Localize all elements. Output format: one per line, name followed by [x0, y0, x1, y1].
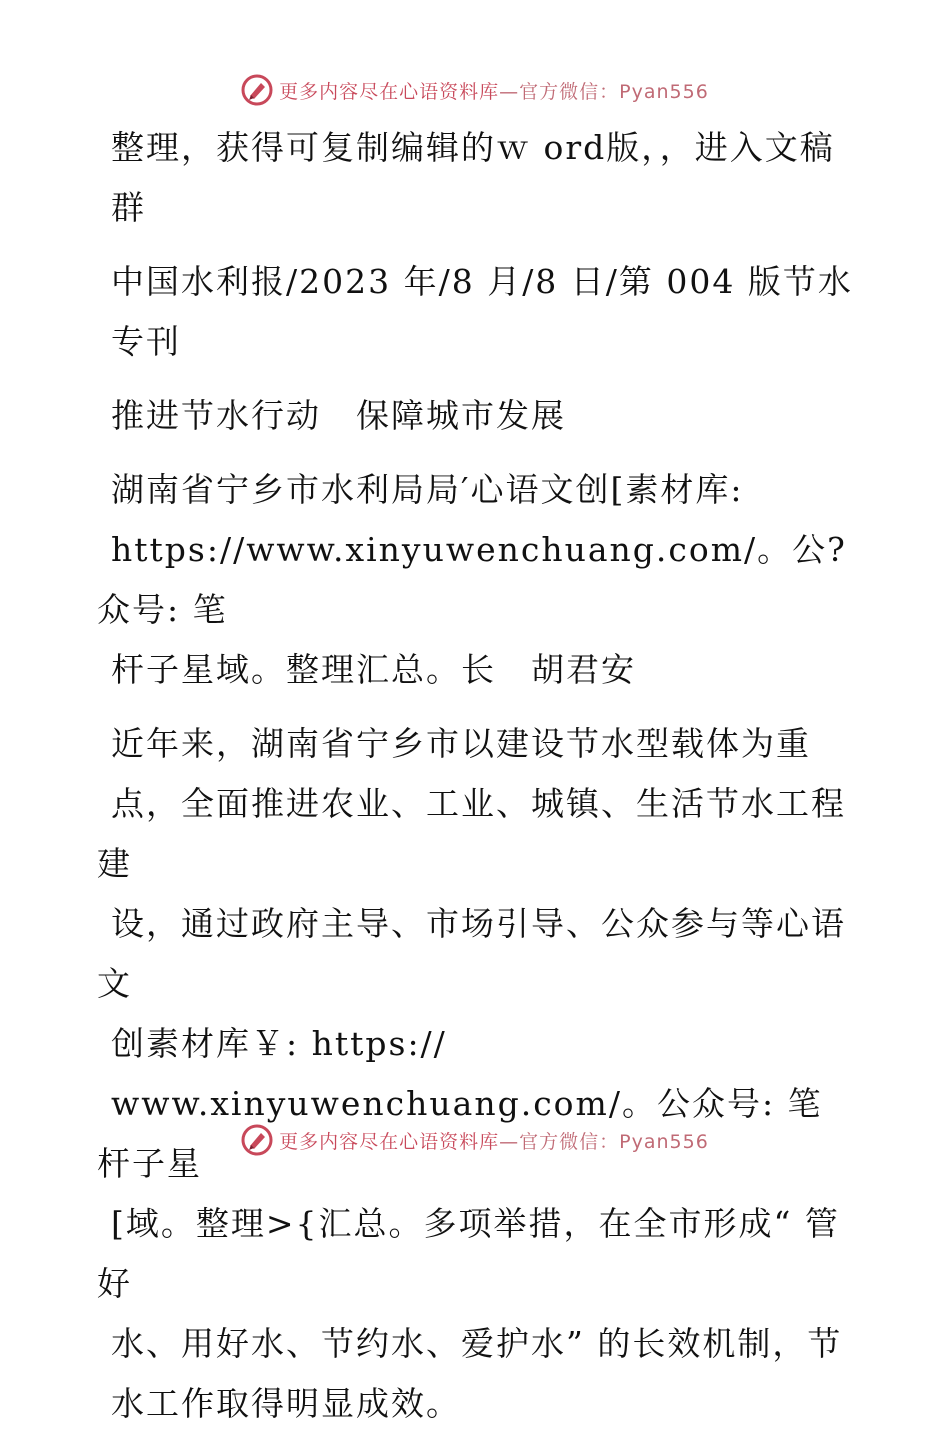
banner-dash: —: [499, 1130, 520, 1153]
text-line: 点，全面推进农业、工业、城镇、生活节水工程建: [97, 784, 846, 883]
banner-contact-text: 官方微信：Pyan556: [519, 80, 709, 103]
article-title: [97, 386, 857, 446]
pen-logo-icon: [241, 74, 273, 106]
banner-text: [279, 1127, 709, 1154]
pen-logo-icon: [241, 1124, 273, 1156]
byline-paragraph: [97, 460, 857, 700]
text-line: 近年来，湖南省宁乡市以建设节水型载体为重: [111, 724, 811, 763]
text-line: 创素材库￥: https://: [111, 1024, 447, 1063]
text-line: 水工作取得明显成效。: [111, 1384, 461, 1423]
banner-main-text: 更多内容尽在心语资料库: [279, 1130, 500, 1153]
text-line: https://www.xinyuwenchuang.com/。公?众号: 笔: [97, 530, 847, 629]
paragraph: [97, 714, 857, 1434]
text-line: 中国水利报/2023 年/8 月/8 日/第 004 版节水: [111, 262, 853, 301]
text-line: www.xinyuwenchuang.com/。公众号: 笔杆子星: [97, 1084, 823, 1183]
banner-dash: —: [499, 80, 520, 103]
banner-text: [279, 77, 709, 104]
banner-main-text: 更多内容尽在心语资料库: [279, 80, 500, 103]
text-line: 水、用好水、节约水、爱护水” 的长效机制，节: [111, 1324, 843, 1363]
header-banner: [0, 70, 950, 110]
text-line: 专刊: [111, 322, 181, 361]
text-line: [域。整理>{汇总。多项举措，在全市形成“ 管好: [97, 1204, 840, 1303]
text-line: 群: [111, 188, 146, 227]
text-line: 湖南省宁乡市水利局局′心语文创[素材库:: [111, 470, 744, 509]
footer-banner: [0, 1120, 950, 1160]
document-body: [97, 118, 857, 1448]
text-line: 设，通过政府主导、市场引导、公众参与等心语文: [97, 904, 846, 1003]
text-line: 推进节水行动 保障城市发展: [111, 396, 566, 435]
text-line: 整理，获得可复制编辑的ｗ ord版，，进入文稿: [111, 128, 835, 167]
banner-contact-text: 官方微信：Pyan556: [519, 1130, 709, 1153]
paragraph: [97, 252, 857, 372]
paragraph: [97, 118, 857, 238]
text-line: 杆子星域。整理汇总。长 胡君安: [111, 650, 636, 689]
